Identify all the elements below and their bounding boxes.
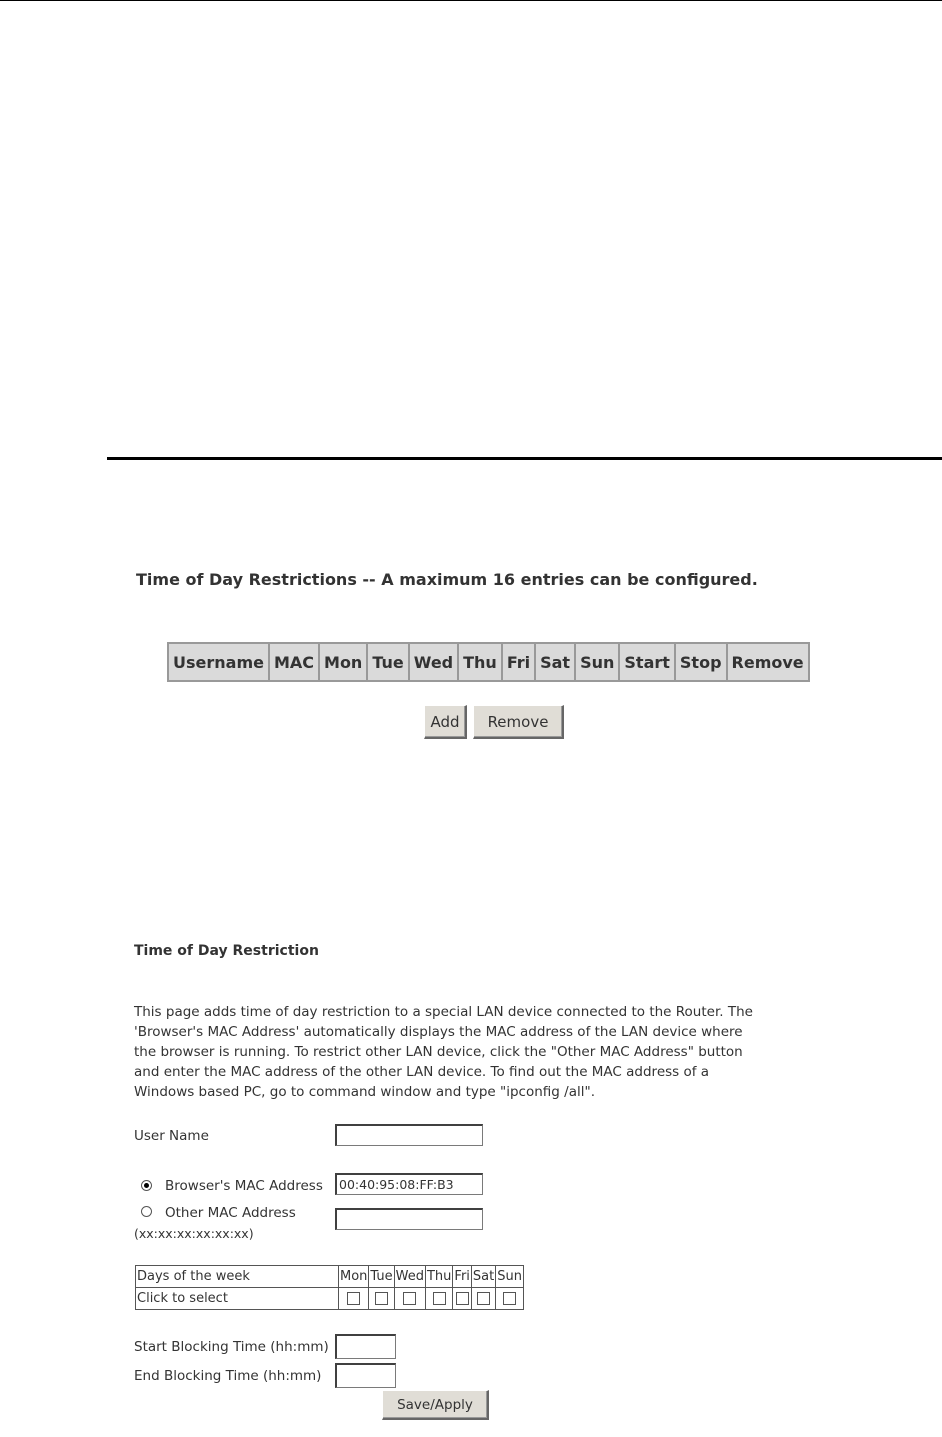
column-header-tue: Tue	[367, 643, 408, 681]
add-button[interactable]: Add	[424, 705, 467, 739]
day-header-sat: Sat	[471, 1266, 495, 1288]
day-cell-fri	[453, 1288, 472, 1310]
restrictions-table-header	[168, 643, 809, 681]
days-of-week-table	[135, 1265, 524, 1310]
browser-mac-input[interactable]	[335, 1173, 483, 1195]
column-header-thu: Thu	[458, 643, 502, 681]
other-mac-input[interactable]	[335, 1208, 483, 1230]
day-header-fri: Fri	[453, 1266, 472, 1288]
restrictions-list-title: Time of Day Restrictions -- A maximum 16 entries can be configured.	[136, 570, 758, 589]
day-header-sun: Sun	[496, 1266, 524, 1288]
remove-button[interactable]: Remove	[473, 705, 564, 739]
days-row-label: Days of the week	[136, 1266, 339, 1288]
browser-mac-label: Browser's MAC Address	[165, 1178, 323, 1194]
section-divider	[107, 457, 942, 460]
start-blocking-input[interactable]	[335, 1334, 396, 1359]
save-apply-button[interactable]: Save/Apply	[382, 1390, 489, 1420]
form-title: Time of Day Restriction	[134, 943, 319, 959]
end-blocking-label: End Blocking Time (hh:mm)	[134, 1368, 322, 1384]
other-mac-format-hint: (xx:xx:xx:xx:xx:xx)	[134, 1226, 254, 1241]
day-checkbox-sun[interactable]	[503, 1292, 516, 1305]
column-header-sat: Sat	[535, 643, 575, 681]
day-checkbox-mon[interactable]	[347, 1292, 360, 1305]
other-mac-radio[interactable]	[141, 1206, 152, 1217]
day-checkbox-fri[interactable]	[456, 1292, 469, 1305]
column-header-fri: Fri	[502, 643, 535, 681]
day-cell-thu	[425, 1288, 452, 1310]
day-checkbox-wed[interactable]	[403, 1292, 416, 1305]
browser-mac-radio[interactable]	[141, 1180, 152, 1191]
user-name-label: User Name	[134, 1128, 209, 1144]
day-cell-tue	[369, 1288, 394, 1310]
form-description: This page adds time of day restriction to a special LAN device connected to the Router. The 'Browser's MAC Address' automatically displays the MAC address of the LAN device where the browser is running. To restrict other LAN device, click the "Other MAC Address" button and enter the MAC address of the other LAN device. To find out the MAC address of a Windows based PC, go to command window and type "ipconfig /all".	[134, 1004, 753, 1100]
day-cell-sun	[496, 1288, 524, 1310]
column-header-start: Start	[619, 643, 675, 681]
user-name-input[interactable]	[335, 1124, 483, 1146]
start-blocking-label: Start Blocking Time (hh:mm)	[134, 1339, 329, 1355]
day-cell-mon	[339, 1288, 369, 1310]
day-checkbox-sat[interactable]	[477, 1292, 490, 1305]
column-header-mac: MAC	[269, 643, 319, 681]
column-header-username: Username	[168, 643, 269, 681]
day-checkbox-tue[interactable]	[375, 1292, 388, 1305]
end-blocking-input[interactable]	[335, 1363, 396, 1388]
day-header-tue: Tue	[369, 1266, 394, 1288]
page-top-rule	[0, 0, 942, 1]
column-header-stop: Stop	[675, 643, 727, 681]
other-mac-label: Other MAC Address	[165, 1205, 296, 1221]
day-header-mon: Mon	[339, 1266, 369, 1288]
restrictions-table	[167, 642, 810, 682]
column-header-wed: Wed	[409, 643, 458, 681]
day-checkbox-thu[interactable]	[433, 1292, 446, 1305]
column-header-mon: Mon	[319, 643, 367, 681]
day-cell-wed	[394, 1288, 425, 1310]
day-header-wed: Wed	[394, 1266, 425, 1288]
column-header-remove: Remove	[727, 643, 809, 681]
day-cell-sat	[471, 1288, 495, 1310]
column-header-sun: Sun	[575, 643, 619, 681]
day-header-thu: Thu	[425, 1266, 452, 1288]
click-to-select-label: Click to select	[136, 1288, 339, 1310]
